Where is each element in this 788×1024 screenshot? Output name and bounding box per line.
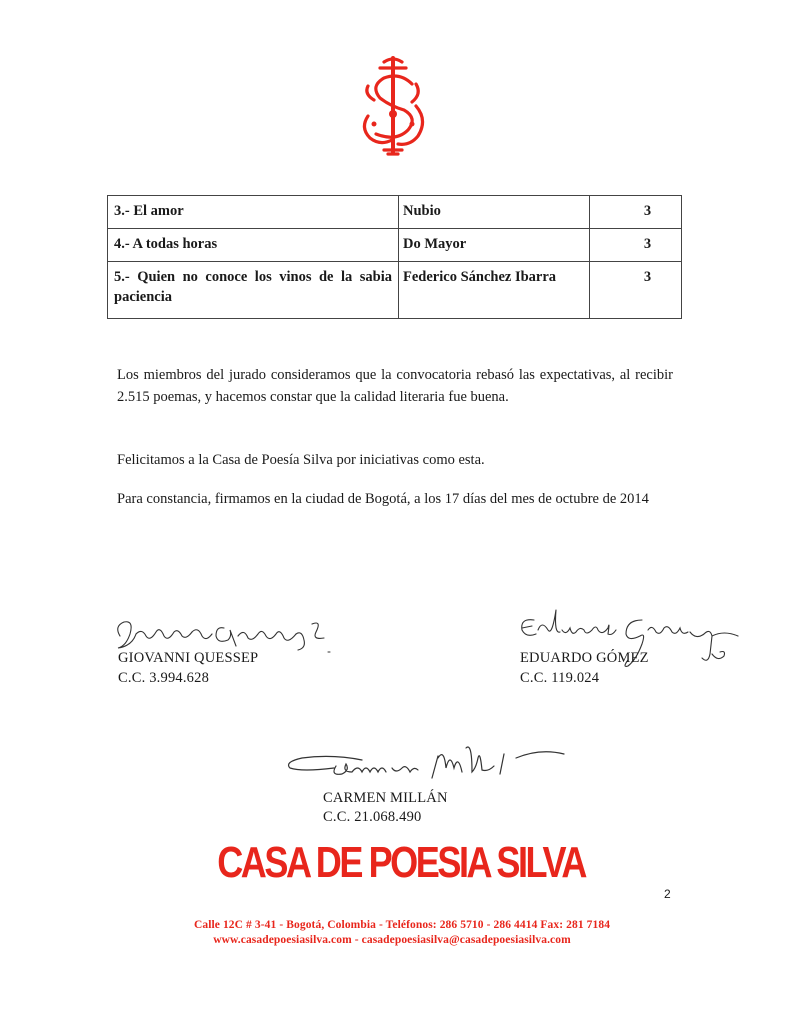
score-cell: 3 xyxy=(590,229,682,262)
table-row xyxy=(108,262,682,319)
casa-poesia-silva-logo: CASA DE POESIA SILVA xyxy=(217,838,585,887)
footer-contact: www.casadepoesiasilva.com - casadepoesiasilva@casadepoesiasilva.com xyxy=(213,934,571,946)
score-cell: 3 xyxy=(590,262,682,319)
poem-title-cell: 4.- A todas horas xyxy=(108,229,399,262)
score-cell: 3 xyxy=(590,196,682,229)
signatory-name: CARMEN MILLÁN xyxy=(323,790,448,806)
congratulation-paragraph: Felicitamos a la Casa de Poesía Silva por iniciativas como esta. xyxy=(117,452,485,468)
signatory-id: C.C. 21.068.490 xyxy=(323,809,422,825)
footer-address: Calle 12C # 3-41 - Bogotá, Colombia - Teléfonos: 286 5710 - 286 4414 Fax: 281 7184 xyxy=(193,919,611,931)
results-table xyxy=(107,195,682,319)
table-row xyxy=(108,196,682,229)
poem-title-cell: 3.- El amor xyxy=(108,196,399,229)
signing-statement-paragraph: Para constancia, firmamos en la ciudad de Bogotá, a los 17 días del mes de octubre de 2014 xyxy=(117,491,649,507)
signatory-id: C.C. 3.994.628 xyxy=(118,670,210,686)
author-cell: Do Mayor xyxy=(399,229,590,262)
monogram-logo-icon xyxy=(354,54,432,158)
signatory-id: C.C. 119.024 xyxy=(520,670,600,686)
table-row xyxy=(108,229,682,262)
signature-carmen-millan xyxy=(282,738,572,788)
poem-title-cell: 5.- Quien no conoce los vinos de la sabia paciencia xyxy=(108,262,399,319)
signatory-name: EDUARDO GÓMEZ xyxy=(520,650,649,666)
jury-statement-paragraph: Los miembros del jurado consideramos que la convocatoria rebasó las expectativas, al recibir 2.515 poemas, y hacemos constar que la calidad literaria fue buena. xyxy=(117,367,673,405)
author-cell: Federico Sánchez Ibarra xyxy=(399,262,590,319)
page-number: 2 xyxy=(664,887,671,901)
author-cell: Nubio xyxy=(399,196,590,229)
signatory-name: GIOVANNI QUESSEP xyxy=(118,650,259,666)
